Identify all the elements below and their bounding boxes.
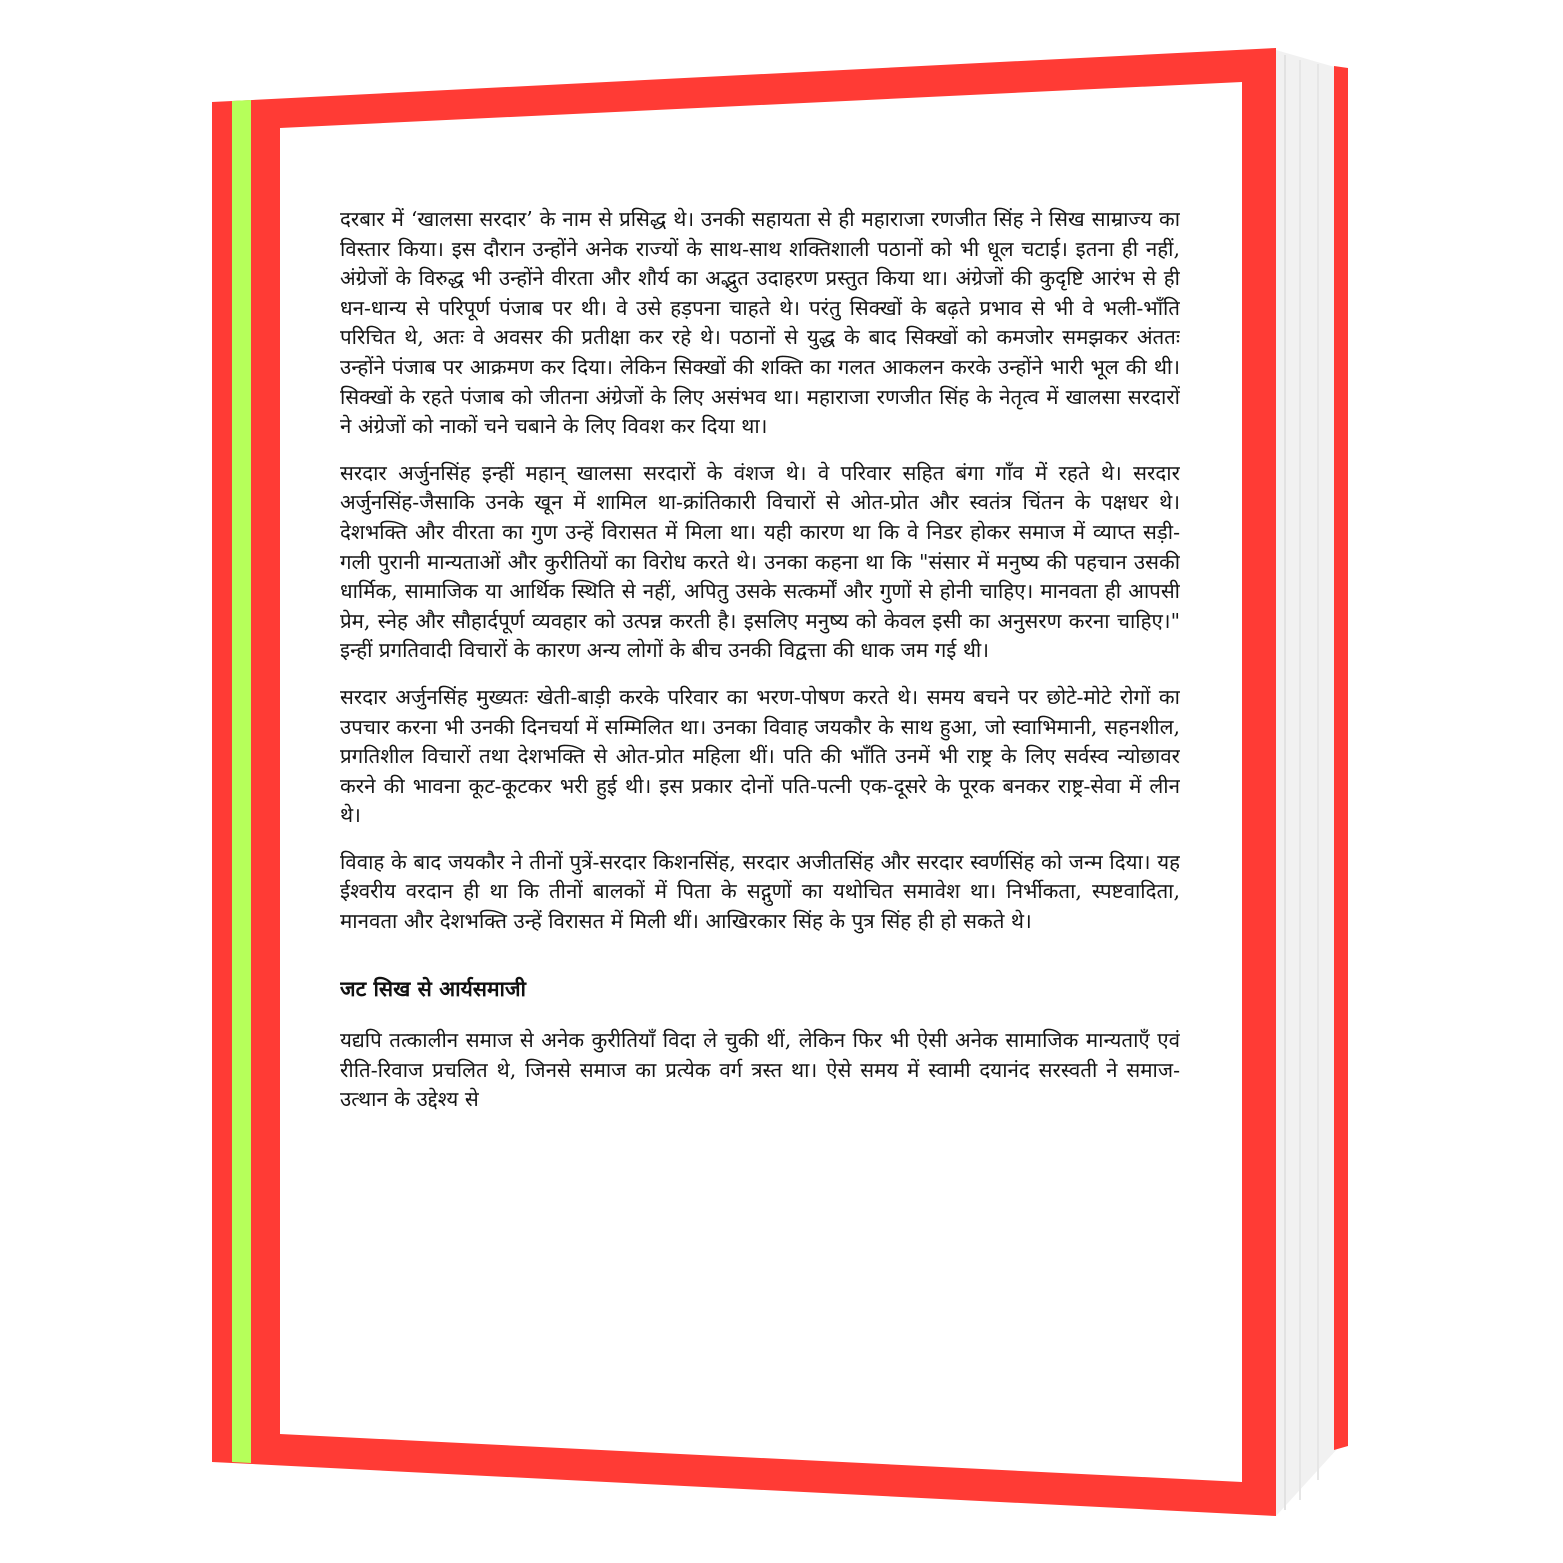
section-paragraph: यद्यपि तत्कालीन समाज से अनेक कुरीतियाँ विदा ले चुकी थीं, लेकिन फिर भी ऐसी अनेक सामाजिक मान्यताएँ एवं रीति-रिवाज प्रचलित थे, जिनसे समाज का प्रत्येक वर्ग त्रस्त था। ऐसे समय में स्वामी दयानंद सरस्वती ने समाज-उत्थान के उद्देश्य से bbox=[340, 1028, 1180, 1112]
spine-accent-stripe bbox=[232, 100, 251, 1463]
paragraph-3: सरदार अर्जुनसिंह मुख्यतः खेती-बाड़ी करके परिवार का भरण-पोषण करते थे। समय बचने पर छोटे-मोटे रोगों का उपचार करना भी उनकी दिनचर्या में सम्मिलित था। उनका विवाह जयकौर के साथ हुआ, जो स्वाभिमानी, सहनशील, प्रगतिशील विचारों तथा देशभक्ति से ओत-प्रोत महिला थीं। पति की भाँति उनमें भी राष्ट्र के लिए सर्वस्व न्योछावर करने की भावना कूट-कूटकर भरी हुई थी। इस प्रकार दोनों पति-पत्नी एक-दूसरे के पूरक बनकर राष्ट्र-सेवा में लीन थे। bbox=[340, 684, 1180, 828]
paragraph-1: दरबार में ‘खालसा सरदार’ के नाम से प्रसिद्ध थे। उनकी सहायता से ही महाराजा रणजीत सिंह ने सिख साम्राज्य का विस्तार किया। इस दौरान उन्होंने अनेक राज्यों के साथ-साथ शक्तिशाली पठानों को भी धूल चटाई। इतना ही नहीं, अंग्रेजों के विरुद्ध भी उन्होंने वीरता और शौर्य का अद्भुत उदाहरण प्रस्तुत किया था। अंग्रेजों की कुदृष्टि आरंभ से ही धन-धान्य से परिपूर्ण पंजाब पर थी। वे उसे हड़पना चाहते थे। परंतु सिक्खों के बढ़ते प्रभाव से भी वे भली-भाँति परिचित थे, अतः वे अवसर की प्रतीक्षा कर रहे थे। पठानों से युद्ध के बाद सिक्खों को कमजोर समझकर अंततः उन्होंने पंजाब पर आक्रमण कर दिया। लेकिन सिक्खों की शक्ति का गलत आकलन करके उन्होंने भारी भूल की थी। सिक्खों के रहते पंजाब को जीतना अंग्रेजों के लिए असंभव था। महाराजा रणजीत सिंह के नेतृत्व में खालसा सरदारों ने अंग्रेजों को नाकों चने चबाने के लिए विवश कर दिया था। bbox=[340, 207, 1180, 439]
back-cover-edge bbox=[1334, 66, 1348, 1450]
paragraph-2: सरदार अर्जुनसिंह इन्हीं महान् खालसा सरदारों के वंशज थे। वे परिवार सहित बंगा गाँव में रहते थे। सरदार अर्जुनसिंह-जैसाकि उनके खून में शामिल था-क्रांतिकारी विचारों से ओत-प्रोत और स्वतंत्र चिंतन के पक्षधर थे। देशभक्ति और वीरता का गुण उन्हें विरासत में मिला था। यही कारण था कि वे निडर होकर समाज में व्याप्त सड़ी-गली पुरानी मान्यताओं और कुरीतियों का विरोध करते थे। उनका कहना था कि "संसार में मनुष्य की पहचान उसकी धार्मिक, सामाजिक या आर्थिक स्थिति से नहीं, अपितु उसके सत्कर्मों और गुणों से होनी चाहिए। मानवता ही आपसी प्रेम, स्नेह और सौहार्दपूर्ण व्यवहार को उत्पन्न करती है। इसलिए मनुष्य को केवल इसी का अनुसरण करना चाहिए।" इन्हीं प्रगतिवादी विचारों के कारण अन्य लोगों के बीच उनकी विद्वत्ता की धाक जम गई थी। bbox=[340, 460, 1180, 663]
paragraph-4: विवाह के बाद जयकौर ने तीनों पुत्रें-सरदार किशनसिंह, सरदार अजीतसिंह और सरदार स्वर्णसिंह को जन्म दिया। यह ईश्वरीय वरदान ही था कि तीनों बालकों में पिता के सद्गुणों का यथोचित समावेश था। निर्भीकता, स्पष्टवादिता, मानवता और देशभक्ति उन्हें विरासत में मिली थीं। आखिरकार सिंह के पुत्र सिंह ही हो सकते थे। bbox=[340, 849, 1180, 934]
section-heading: जट सिख से आर्यसमाजी bbox=[340, 976, 526, 1001]
page-text bbox=[340, 205, 1180, 1495]
